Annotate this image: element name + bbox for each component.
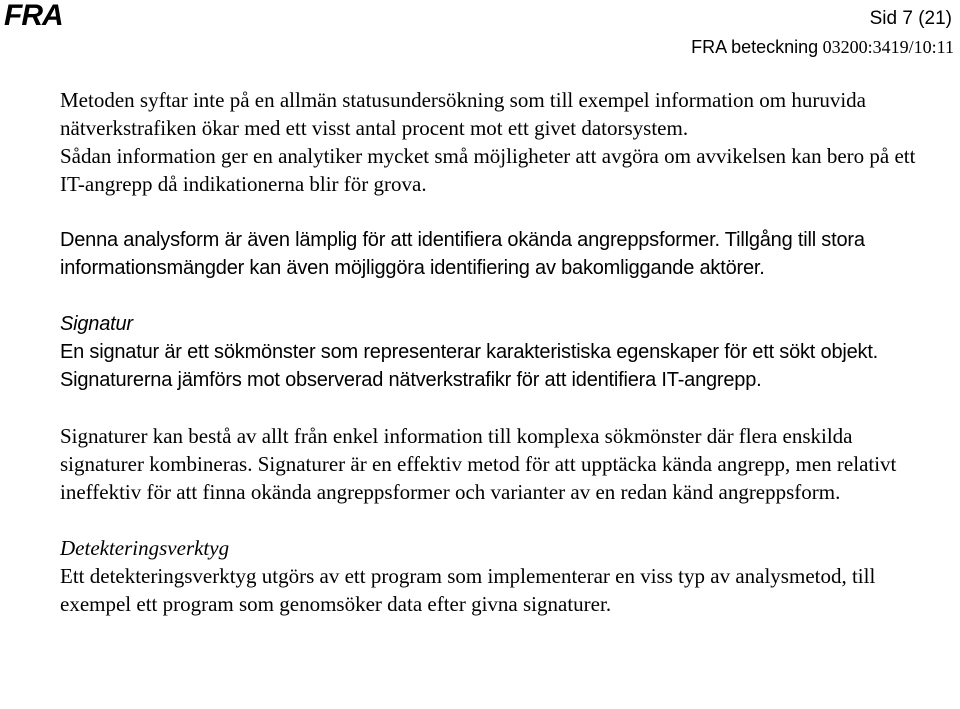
paragraph-detekteringsverktyg: Ett detekteringsverktyg utgörs av ett program som implementerar en viss typ av analysmetod, till exempel ett program som genomsöker data efter givna signaturer. (60, 564, 876, 616)
fra-logo: FRA (4, 0, 63, 32)
paragraph-method-part-1: Metoden syftar inte på en allmän statusundersökning som till exempel information om huruvida nätverkstrafiken ökar med ett visst antal procent mot ett givet datorsystem. (60, 88, 866, 140)
document-reference (691, 36, 954, 58)
reference-number: 03200:3419/10:11 (822, 37, 954, 57)
paragraph-analysis-form-text: Denna analysform är även lämplig för att identifiera okända angreppsformer. Tillgång till stora informationsmängder kan även möjliggöra identifiering av bakomliggande aktörer. (60, 229, 865, 279)
reference-label: FRA beteckning (691, 37, 819, 57)
paragraph-signatures (60, 422, 940, 506)
paragraph-method (60, 86, 940, 198)
section-signatur (60, 310, 940, 394)
heading-detekteringsverktyg: Detekteringsverktyg (60, 536, 230, 560)
paragraph-analysis-form (60, 226, 940, 282)
paragraph-method-part-2: Sådan information ger en analytiker mycket små möjligheter att avgöra om avvikelsen kan bero på ett IT-angrepp då indikationerna blir för grova. (60, 144, 916, 196)
paragraph-signatures-text: Signaturer kan bestå av allt från enkel information till komplexa sökmönster där flera enskilda signaturer kombineras. Signaturer är en effektiv metod för att upptäcka kända angrepp, men relativt ineffektiv för att finna okända angreppsformer och varianter av en redan känd angreppsform. (60, 424, 897, 504)
paragraph-signatur: En signatur är ett sökmönster som representerar karakteristiska egenskaper för ett sökt objekt. Signaturerna jämförs mot observerad nätverkstrafikr för att identifiera IT-angrepp. (60, 341, 879, 391)
section-detekteringsverktyg (60, 534, 940, 618)
page-number: Sid 7 (21) (869, 8, 952, 29)
document-body (60, 86, 940, 646)
heading-signatur: Signatur (60, 313, 133, 335)
